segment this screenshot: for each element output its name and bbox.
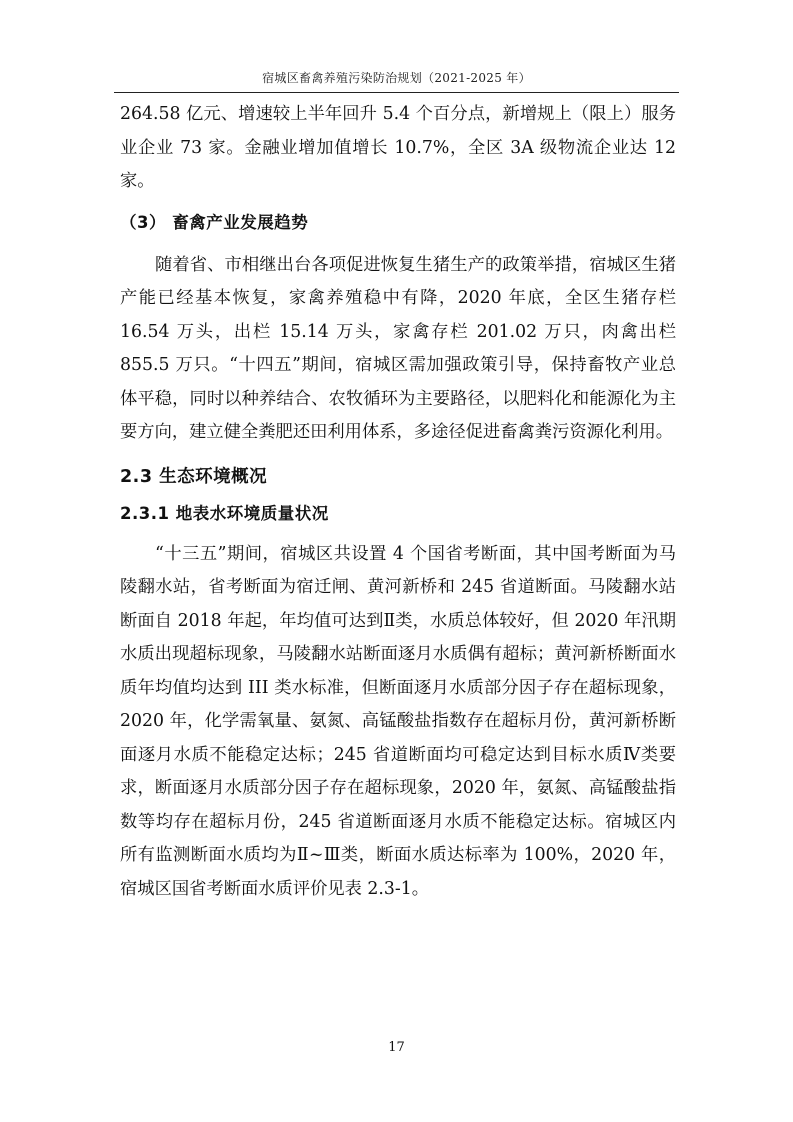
document-body <box>120 98 676 906</box>
header-divider <box>114 92 679 93</box>
section-heading-ecology: 2.3 生态环境概况 <box>120 466 268 487</box>
page-number: 17 <box>388 1040 405 1055</box>
subsection-heading-livestock-trend: （3） 畜禽产业发展趋势 <box>120 212 309 232</box>
paragraph-surface-water: “十三五”期间，宿城区共设置 4 个国省考断面，其中国考断面为马陵翻水站，省考断面为宿迁闸、黄河新桥和 245 省道断面。马陵翻水站断面自 2018 年起，年均值可达到Ⅱ类，水质总体较好，但 2020 年汛期水质出现超标现象，马陵翻水站断面逐月水质偶有超标；黄河新桥断面水质年均值均达到 III 类水标准，但断面逐月水质部分因子存在超标现象，2020 年，化学需氧量、氨氮、高锰酸盐指数存在超标月份，黄河新桥断面逐月水质不能稳定达标；245 省道断面均可稳定达到目标水质Ⅳ类要求，断面逐月水质部分因子存在超标现象，2020 年，氨氮、高锰酸盐指数等均存在超标月份，245 省道断面逐月水质不能稳定达标。宿城区内所有监测断面水质均为Ⅱ~Ⅲ类，断面水质达标率为 100%，2020 年，宿城区国省考断面水质评价见表 2.3-1。 <box>120 543 676 899</box>
running-header: 宿城区畜禽养殖污染防治规划（2021-2025 年） <box>262 71 531 85</box>
paragraph-livestock-trend: 随着省、市相继出台各项促进恢复生猪生产的政策举措，宿城区生猪产能已经基本恢复，家禽养殖稳中有降，2020 年底，全区生猪存栏 16.54 万头，出栏 15.14 万头，家禽存栏 201.02 万只，肉禽出栏 855.5 万只。“十四五”期间，宿城区需加强政策引导，保持畜牧产业总体平稳，同时以种养结合、农牧循环为主要路径，以肥料化和能源化为主要方向，建立健全粪肥还田利用体系，多途径促进畜禽粪污资源化利用。 <box>120 254 676 442</box>
subsection-heading-surface-water: 2.3.1 地表水环境质量状况 <box>120 503 329 523</box>
paragraph-service-industry: 264.58 亿元、增速较上半年回升 5.4 个百分点，新增规上（限上）服务业企业 73 家。金融业增加值增长 10.7%，全区 3A 级物流企业达 12 家。 <box>120 104 676 191</box>
